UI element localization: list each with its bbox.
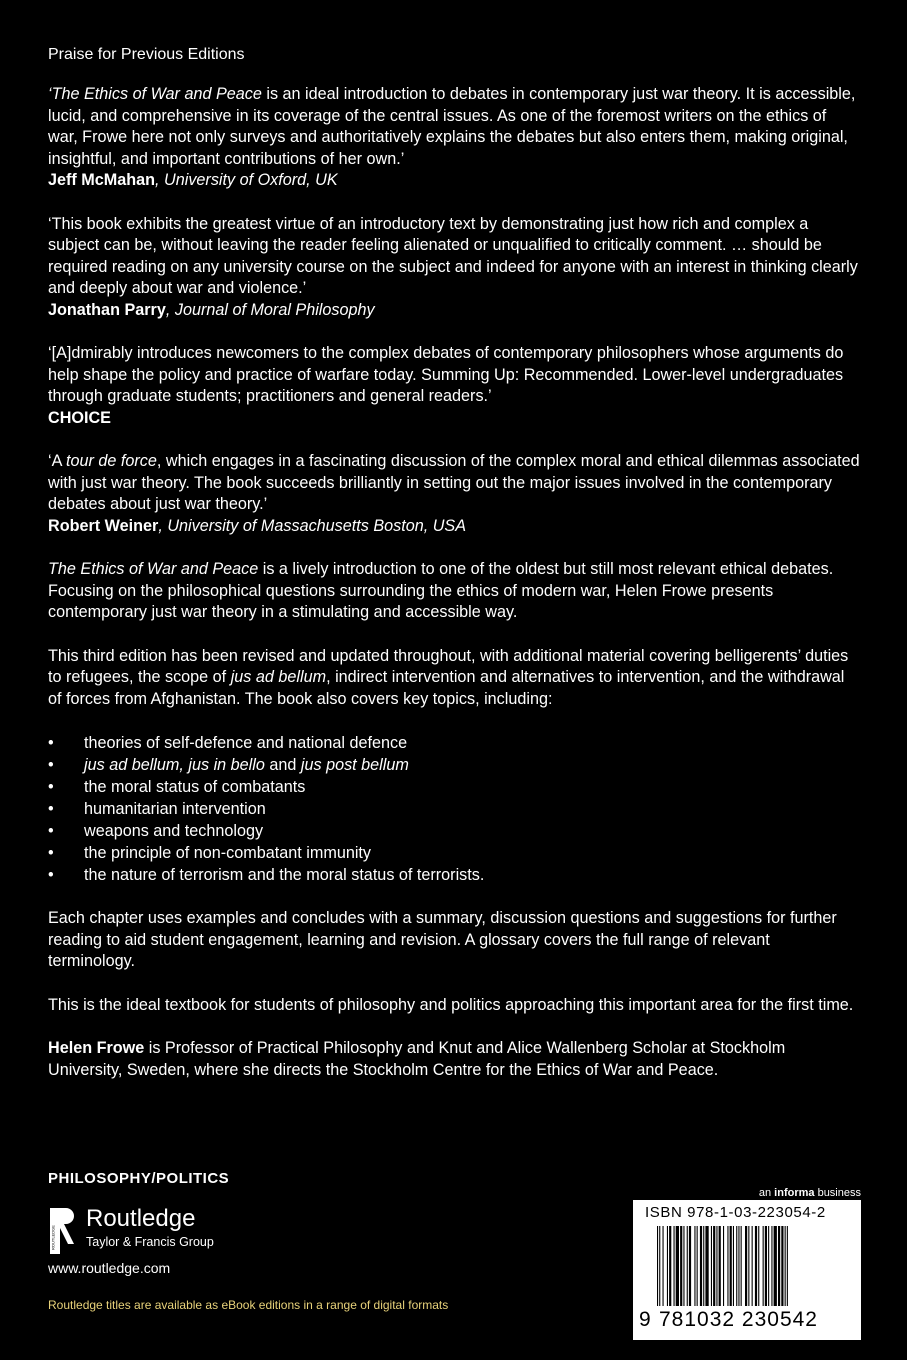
- author-bio: [48, 1038, 860, 1081]
- list-item: [48, 864, 860, 886]
- topic-text: the nature of terrorism and the moral status of terrorists.: [84, 866, 485, 884]
- publisher-url: www.routledge.com: [48, 1260, 171, 1276]
- book-title: The Ethics of War and Peace: [48, 560, 259, 578]
- bullet: •: [48, 778, 54, 796]
- quote-text: ‘This book exhibits the greatest virtue of an introductory text by demonstrating just how rich and complex a subject can be, without leaving the reader feeling alienated or unqualified to critically comment. … should be required reading on any university course on the subject and indeed for anyone with an interest in thinking clearly and deeply about war and violence.’: [48, 214, 858, 297]
- barcode-number: 781032 230542: [659, 1308, 818, 1331]
- bullet: •: [48, 734, 54, 752]
- list-item: [48, 798, 860, 820]
- quote-text: is an ideal introduction to debates in contemporary just war theory. It is accessible, lucid, and comprehensive in its coverage of the central issues. As one of the foremost writers on the ethics of war, Frowe here not only surveys and authoritatively explains the debates but also enters them, making original, insightful, and important contributions of her own.’: [48, 85, 856, 168]
- bullet: •: [48, 822, 54, 840]
- informa-tagline: [759, 1187, 861, 1199]
- back-cover-text: [48, 44, 860, 1103]
- topic-text: the moral status of combatants: [84, 778, 306, 796]
- publisher-logo: [48, 1206, 214, 1256]
- list-item: [48, 820, 860, 842]
- edition-text: , indirect intervention and alternatives to intervention, and the withdrawal of forces from Afghanistan. The book also covers key topics, including:: [48, 668, 845, 708]
- author-name: Helen Frowe: [48, 1039, 145, 1057]
- isbn-label: ISBN 978-1-03-223054-2: [645, 1204, 826, 1221]
- edition-text: This third edition has been revised and updated throughout, with additional material covering belligerents’ duties to refugees, the scope of: [48, 646, 849, 686]
- quote-emphasis: tour de force: [66, 452, 157, 470]
- bio-text: is Professor of Practical Philosophy and Knut and Alice Wallenberg Scholar at Stockholm University, Sweden, where she directs the Stockholm Centre for the Ethics of War and Peace.: [48, 1039, 786, 1079]
- ebook-note: Routledge titles are available as eBook editions in a range of digital formats: [48, 1298, 449, 1312]
- subject-category: PHILOSOPHY/POLITICS: [48, 1170, 230, 1187]
- quote-prefix: ‘A: [48, 452, 66, 470]
- review-affiliation: , University of Massachusetts Boston, USA: [158, 516, 467, 535]
- topic-text: jus post bellum: [300, 756, 409, 774]
- book-title: ‘The Ethics of War and Peace: [48, 85, 262, 103]
- bullet: •: [48, 800, 54, 818]
- informa-text: business: [814, 1187, 861, 1199]
- review-attribution-3: [48, 408, 860, 430]
- review-author: Robert Weiner: [48, 516, 159, 535]
- praise-heading: Praise for Previous Editions: [48, 46, 245, 63]
- bullet: •: [48, 844, 54, 862]
- review-author: Jonathan Parry: [48, 300, 166, 319]
- routledge-logo-icon: [48, 1206, 76, 1256]
- topic-text: the principle of non-combatant immunity: [84, 844, 372, 862]
- review-quote-2: [48, 214, 860, 300]
- quote-text: ‘[A]dmirably introduces newcomers to the complex debates of contemporary philosophers whose arguments do help shape the policy and practice of warfare today. Summing Up: Recommended. Lower-level undergraduates through graduate students; practitioners and general readers.’: [48, 344, 844, 405]
- isbn-barcode: [633, 1200, 861, 1340]
- chapter-features: Each chapter uses examples and concludes with a summary, discussion questions and suggestions for further reading to aid student engagement, learning and revision. A glossary covers the full range of relevant terminology.: [48, 909, 837, 970]
- bullet: •: [48, 866, 54, 884]
- review-author: CHOICE: [48, 408, 111, 427]
- topic-text: humanitarian intervention: [84, 800, 266, 818]
- list-item: [48, 776, 860, 798]
- description-text: is a lively introduction to one of the oldest but still most relevant ethical debates. Focusing on the philosophical questions surrounding the ethics of modern war, Helen Frowe presents contemporary just war theory in a stimulating and accessible way.: [48, 560, 834, 621]
- edition-notes: [48, 646, 860, 711]
- topic-text: and: [264, 756, 301, 774]
- publisher-group: Taylor & Francis Group: [86, 1235, 214, 1249]
- publisher-name: Routledge: [86, 1205, 196, 1232]
- informa-text: an: [758, 1187, 775, 1199]
- barcode-first-digit: 9: [639, 1308, 652, 1331]
- bullet: •: [48, 756, 54, 774]
- informa-brand: informa: [774, 1187, 815, 1199]
- review-affiliation: , University of Oxford, UK: [155, 171, 338, 189]
- topic-text: weapons and technology: [84, 822, 264, 840]
- review-attribution-1: [48, 170, 860, 192]
- review-quote-4: [48, 451, 860, 516]
- review-affiliation: , Journal of Moral Philosophy: [165, 300, 375, 319]
- list-item: [48, 732, 860, 754]
- review-attribution-2: [48, 300, 860, 322]
- list-item: [48, 842, 860, 864]
- review-quote-3: [48, 343, 860, 408]
- topics-list: [48, 732, 860, 886]
- quote-text: , which engages in a fascinating discussion of the complex moral and ethical dilemmas associated with just war theory. The book succeeds brilliantly in setting out the major issues involved in the contemporary debates about just war theory.’: [48, 452, 860, 513]
- topic-text: theories of self-defence and national defence: [84, 734, 408, 752]
- list-item: [48, 754, 860, 776]
- audience-note: This is the ideal textbook for students of philosophy and politics approaching this important area for the first time.: [48, 995, 854, 1014]
- review-attribution-4: [48, 516, 860, 538]
- barcode-bars: [657, 1226, 853, 1306]
- review-author: Jeff McMahan: [48, 171, 156, 189]
- topic-text: jus ad bellum, jus in bello: [84, 756, 265, 774]
- book-description: [48, 559, 860, 624]
- edition-emphasis: jus ad bellum: [230, 668, 327, 686]
- svg-text:ROUTLEDGE: ROUTLEDGE: [50, 1225, 56, 1250]
- review-quote-1: [48, 84, 860, 170]
